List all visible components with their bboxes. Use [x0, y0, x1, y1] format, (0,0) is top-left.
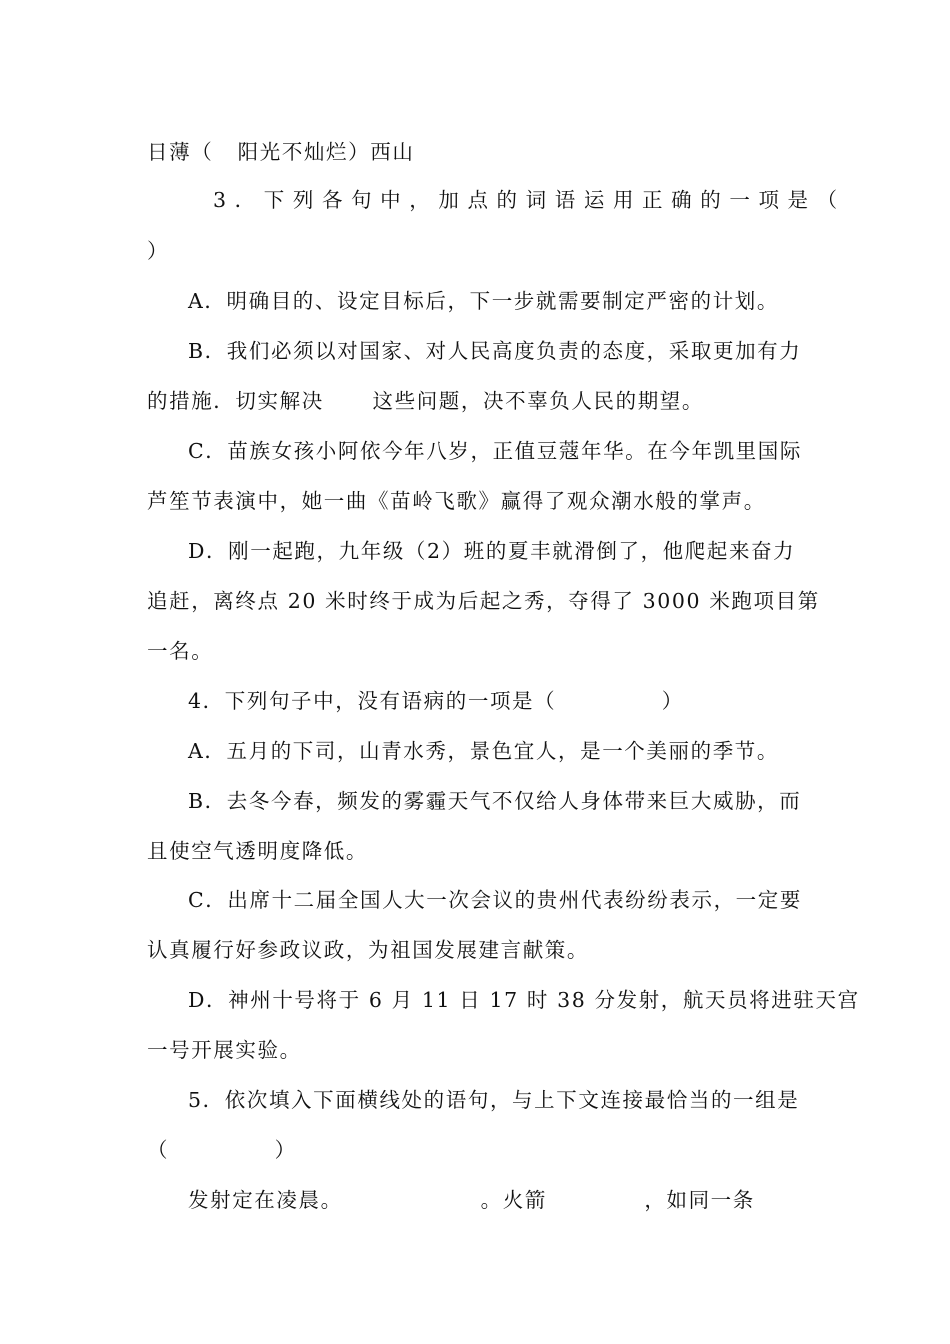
- question-3-option-a: A．明确目的、设定目标后，下一步就需要制定严密的计划。: [188, 289, 780, 313]
- question-3-option-d-cont2: 一名。: [147, 639, 214, 663]
- question-3-stem-cont: ）: [147, 239, 170, 263]
- question-4-option-b-cont: 且使空气透明度降低。: [147, 839, 368, 863]
- question-4-option-c: C．出席十二届全国人大一次会议的贵州代表纷纷表示，一定要: [188, 888, 802, 912]
- question-4-option-d: D．神州十号将于 6 月 11 日 17 时 38 分发射，航天员将进驻天宫: [188, 988, 860, 1012]
- question-4-option-d-cont: 一号开展实验。: [147, 1038, 302, 1062]
- question-5-stem-cont: （ ）: [147, 1138, 297, 1162]
- question-4-stem: 4．下列句子中，没有语病的一项是（ ）: [188, 689, 684, 713]
- question-3-option-c: C．苗族女孩小阿依今年八岁，正值豆蔻年华。在今年凯里国际: [188, 439, 802, 463]
- question-3-option-c-cont: 芦笙节表演中，她一曲《苗岭飞歌》赢得了观众潮水般的掌声。: [147, 489, 766, 513]
- question-3-stem: 3．下列各句中，加点的词语运用正确的一项是（: [213, 188, 846, 212]
- question-4-option-b: B．去冬今春，频发的雾霾天气不仅给人身体带来巨大威胁，而: [188, 789, 802, 813]
- question-3-option-b-cont: 的措施．切实解决 这些问题，决不辜负人民的期望。: [147, 389, 704, 413]
- question-3-option-d-cont: 追赶，离终点 20 米时终于成为后起之秀，夺得了 3000 米跑项目第: [147, 589, 820, 613]
- question-4-option-a: A．五月的下司，山青水秀，景色宜人，是一个美丽的季节。: [188, 739, 780, 763]
- text-line-1: 日薄（ 阳光不灿烂）西山: [147, 140, 415, 164]
- question-5-stem: 5．依次填入下面横线处的语句，与上下文连接最恰当的一组是: [188, 1088, 800, 1112]
- question-5-passage: 发射定在凌晨。 。火箭 ，如同一条: [188, 1188, 755, 1212]
- question-3-option-d: D．刚一起跑，九年级（2）班的夏丰就滑倒了，他爬起来奋力: [188, 539, 796, 563]
- question-3-option-b: B．我们必须以对国家、对人民高度负责的态度，采取更加有力: [188, 339, 802, 363]
- question-4-option-c-cont: 认真履行好参政议政，为祖国发展建言献策。: [147, 938, 589, 962]
